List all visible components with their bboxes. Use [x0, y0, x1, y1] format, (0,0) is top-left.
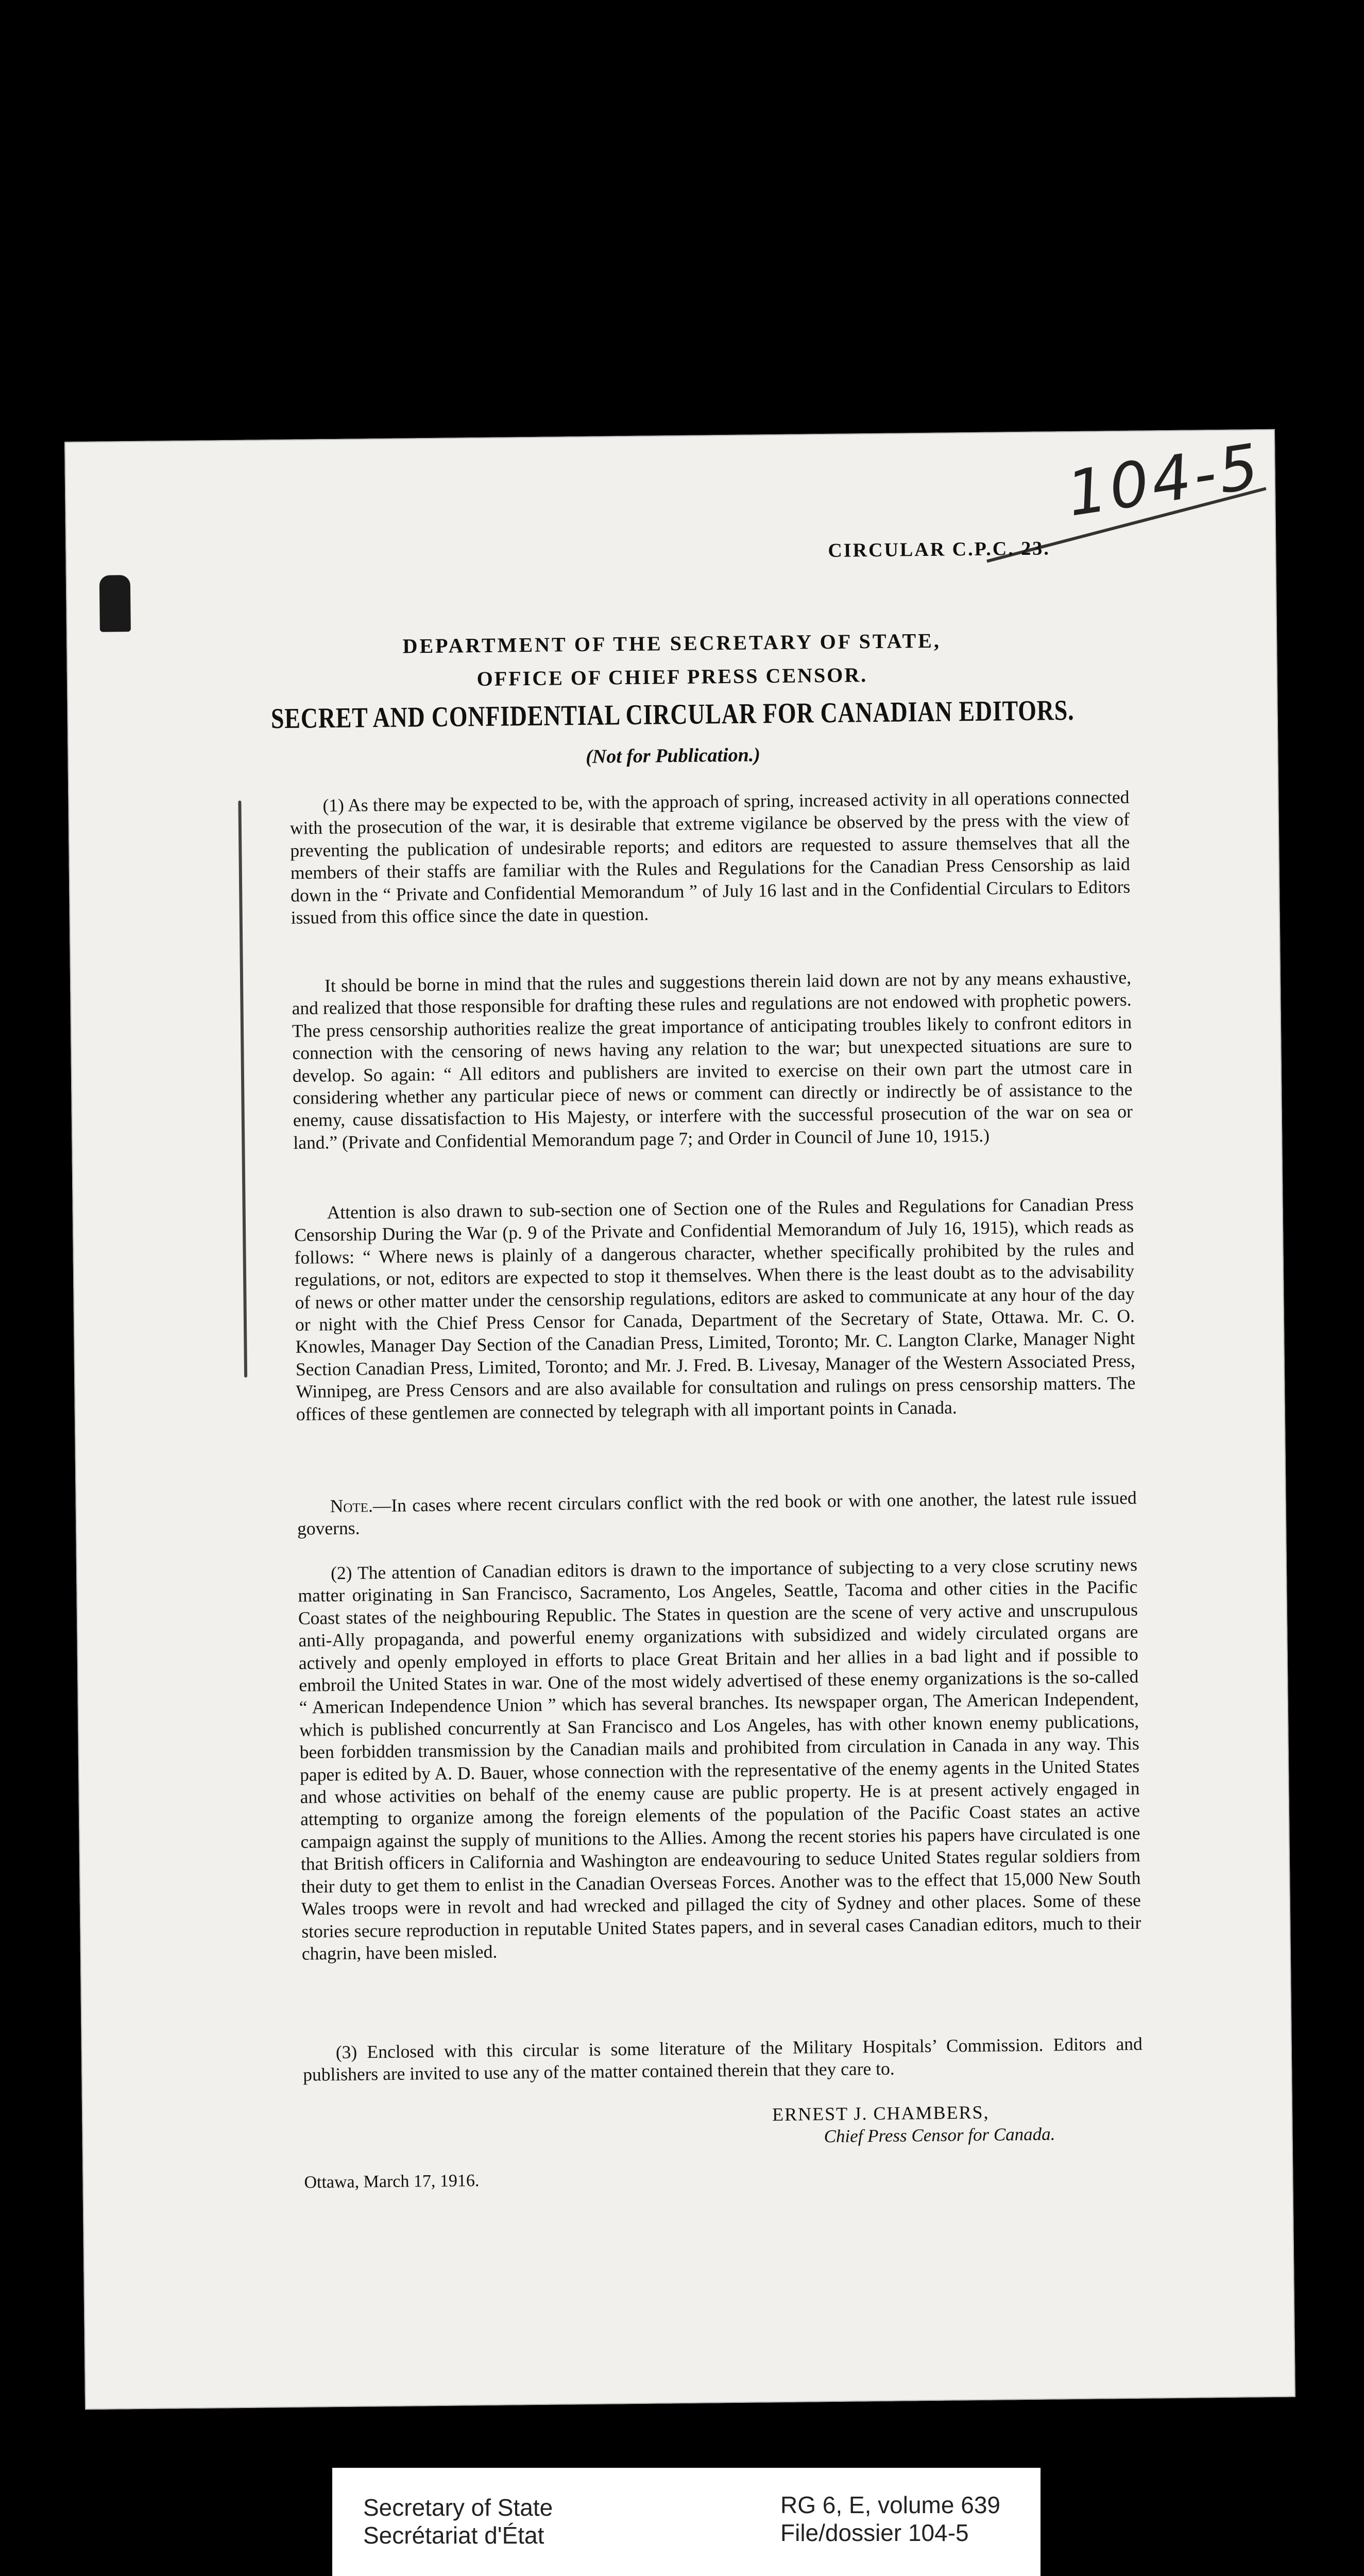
signatory-name: ERNEST J. CHAMBERS, — [772, 2102, 990, 2125]
archive-label — [332, 2468, 1041, 2576]
archive-label-dept-fr: Secrétariat d'État — [363, 2522, 544, 2549]
paragraph-1: (1) As there may be expected to be, with the approach of spring, increased activity in all operations connected with the prosecution of the war, it is desirable that extreme vigilance be observed by the press with the view of preventing the publication of undesirable reports; and editors are requested to assure themselves that all the members of their staffs are familiar with the Rules and Regulations for the Canadian Press Censorship as laid down in the “ Private and Confidential Memorandum ” of July 16 last and in the Confidential Circulars to Editors issued from this office since the date in question. — [289, 786, 1131, 928]
not-for-publication: (Not for Publication.) — [585, 744, 761, 768]
office-heading: OFFICE OF CHIEF PRESS CENSOR. — [476, 663, 868, 691]
circular-id: CIRCULAR C.P.C. 23. — [828, 537, 1050, 562]
paper-clip-mark — [99, 575, 131, 632]
paragraph-3: Attention is also drawn to sub-section one of Section one of the Rules and Regulations for Canadian Press Censorship During the War (p. 9 of the Private and Confidential Memorandum of July 16, 1915), which reads as follows: “ Where news is plainly of a dangerous character, whether specifically prohibited by the rules and regulations, or not, editors are expected to stop it themselves. When there is the least doubt as to the advisability of news or other matter under the censorship regulations, editors are asked to communicate at any hour of the day or night with the Chief Press Censor for Canada, Department of the Secretary of State, Ottawa. Mr. C. O. Knowles, Manager Day Section of the Canadian Press, Limited, Toronto; Mr. C. Langton Clarke, Manager Night Section Canadian Press, Limited, Toronto; and Mr. J. Fred. B. Livesay, Manager of the Western Associated Press, Winnipeg, are Press Censors and are also available for consultation and rulings on press censorship matters. The offices of these gentlemen are connected by telegraph with all important points in Canada. — [294, 1193, 1136, 1425]
margin-mark — [238, 801, 247, 1378]
dateline: Ottawa, March 17, 1916. — [304, 2171, 480, 2192]
note-paragraph — [297, 1487, 1137, 1540]
archive-label-dept-en: Secretary of State — [363, 2494, 553, 2521]
circular-title: SECRET AND CONFIDENTIAL CIRCULAR FOR CANADIAN EDITORS. — [270, 694, 1075, 735]
paragraph-4: (2) The attention of Canadian editors is drawn to the importance of subjecting to a very close scrutiny news matter originating in San Francisco, Sacramento, Los Angeles, Seattle, Tacoma and other cities in the Pacific Coast states of the neighbouring Republic. The States in question are the scene of very active and unscrupulous anti-Ally propaganda, and powerful enemy organizations with subsidized and widely circulated organs are actively and openly employed in efforts to place Great Britain and her allies in a bad light and if possible to embroil the United States in war. One of the most widely advertised of these enemy organizations is the so-called “ American Independence Union ” which has several branches. Its newspaper organ, The American Independent, which is published concurrently at San Francisco and Los Angeles, has with other known enemy publications, been forbidden transmission by the Canadian mails and prohibited from circulation in Canada in any way. This paper is edited by A. D. Bauer, whose connection with the representative of the enemy agents in the United States and whose activities on behalf of the enemy cause are public property. He is at present actively engaged in attempting to organize among the foreign elements of the population of the Pacific Coast states an active campaign against the supply of munitions to the Allies. Among the recent stories his papers have circulated is one that British officers in California and Washington are endeavouring to seduce United States regular soldiers from their duty to get them to enlist in the Canadian Overseas Forces. Another was to the effect that 15,000 New South Wales troops were in revolt and had wrecked and pillaged the city of Sydney and other places. Some of these stories secure reproduction in reputable United States papers, and in several cases Canadian editors, much to their chagrin, have been misled. — [298, 1554, 1141, 1964]
archive-label-file: File/dossier 104-5 — [780, 2519, 969, 2546]
document-page — [64, 429, 1295, 2410]
archive-label-reference: RG 6, E, volume 639 — [780, 2492, 1000, 2518]
archive-label-right — [780, 2491, 1000, 2547]
department-heading: DEPARTMENT OF THE SECRETARY OF STATE, — [402, 629, 942, 658]
signatory-title: Chief Press Censor for Canada. — [824, 2124, 1055, 2147]
paragraph-5: (3) Enclosed with this circular is some literature of the Military Hospitals’ Commission. Editors and publishers are invited to use any of the matter contained therein that they care to. — [303, 2033, 1143, 2086]
note-text: —In cases where recent circulars conflict with the red book or with one another, the latest rule issued governs. — [297, 1487, 1137, 1539]
handwritten-file-number: 104-5 — [1062, 430, 1266, 531]
paragraph-2: It should be borne in mind that the rules and suggestions therein laid down are not by any means exhaustive, and realized that those responsible for drafting these rules and regulations are not endowed with prophetic powers. The press censorship authorities realize the great importance of anticipating troubles likely to confront editors in connection with the censoring of news having any relation to the war; but unexpected situations are sure to develop. So again: “ All editors and publishers are invited to exercise on their own part the utmost care in considering whether any particular piece of news or comment can directly or indirectly be of assistance to the enemy, cause dissatisfaction to His Majesty, or interfere with the successful prosecution of the war on sea or land.” (Private and Confidential Memorandum page 7; and Order in Council of June 10, 1915.) — [292, 967, 1133, 1153]
note-label: Note. — [330, 1495, 373, 1517]
archive-label-left — [363, 2494, 553, 2549]
